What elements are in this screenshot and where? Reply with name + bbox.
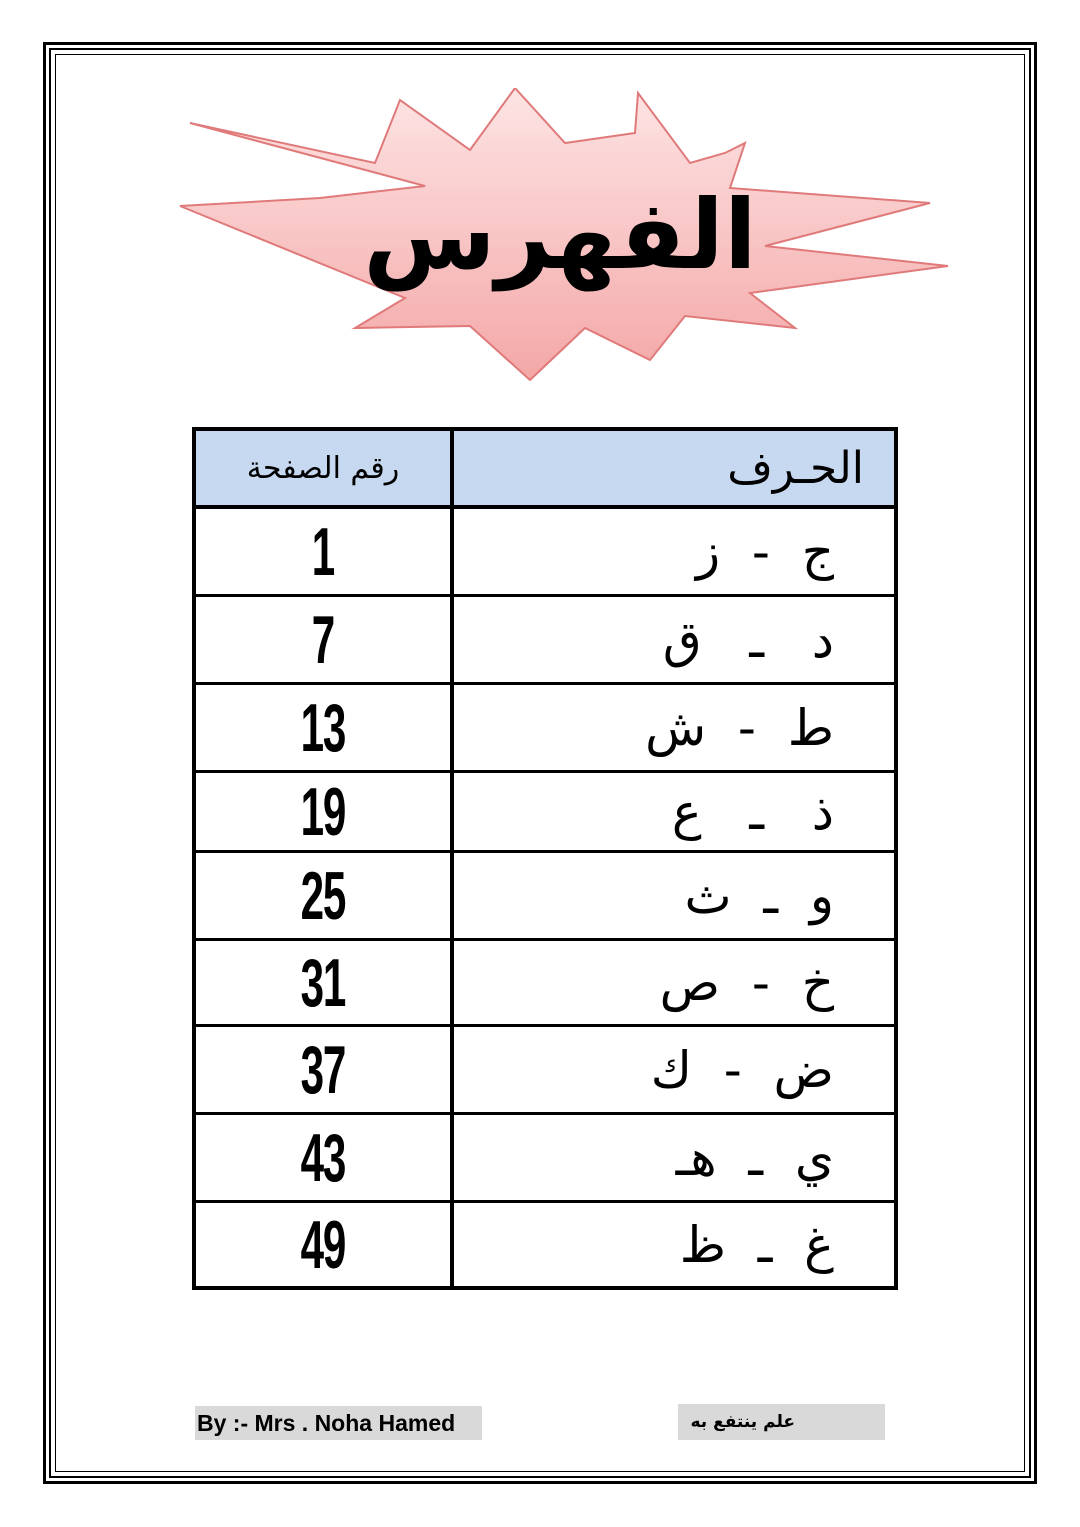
table-row	[196, 1203, 894, 1286]
table-row	[196, 941, 894, 1027]
page-number: 1	[311, 513, 335, 590]
page-number: 43	[300, 1119, 346, 1196]
footer-motto: علم ينتفع به	[678, 1404, 885, 1440]
letter-cell	[454, 509, 894, 594]
letter-pair: ج - ز	[695, 522, 834, 581]
letter-header-label: الحـرف	[727, 442, 864, 494]
table-row	[196, 685, 894, 773]
letter-cell	[454, 597, 894, 682]
page-number: 31	[300, 944, 346, 1021]
table-row	[196, 1027, 894, 1115]
letter-pair: ذ ـ ع	[671, 782, 834, 841]
page-number: 49	[300, 1206, 346, 1283]
letter-pair: و ـ ث	[684, 866, 834, 925]
letter-cell	[454, 1115, 894, 1200]
letter-cell	[454, 685, 894, 770]
index-table	[192, 427, 898, 1290]
letter-cell	[454, 1203, 894, 1286]
letter-cell	[454, 853, 894, 938]
table-row	[196, 853, 894, 941]
author-credit: By :- Mrs . Noha Hamed	[195, 1406, 482, 1440]
letter-pair: غ ـ ظ	[679, 1215, 834, 1274]
letter-pair: خ - ص	[659, 953, 834, 1012]
letter-cell	[454, 941, 894, 1024]
letter-pair: ي ـ هـ	[675, 1128, 834, 1187]
letter-cell	[454, 1027, 894, 1112]
page-number: 25	[300, 857, 346, 934]
page-number-cell	[196, 941, 454, 1024]
page-number-cell	[196, 685, 454, 770]
letter-header	[454, 431, 894, 505]
page-number-header: رقم الصفحة	[196, 431, 454, 505]
page-number-cell	[196, 1115, 454, 1200]
page-number-cell	[196, 597, 454, 682]
page-number-cell	[196, 853, 454, 938]
page-number: 7	[311, 601, 335, 678]
letter-cell	[454, 773, 894, 850]
page-title: الفهرس	[363, 179, 757, 291]
table-header-row	[196, 431, 894, 509]
page-number: 19	[300, 773, 346, 850]
table-row	[196, 597, 894, 685]
letter-pair: د ـ ق	[662, 610, 834, 669]
page-number-cell	[196, 773, 454, 850]
table-row	[196, 1115, 894, 1203]
letter-pair: ض - ك	[650, 1040, 834, 1099]
page-number-cell	[196, 509, 454, 594]
page-number-cell	[196, 1203, 454, 1286]
page-number: 13	[300, 689, 346, 766]
table-row	[196, 509, 894, 597]
page-number: 37	[300, 1031, 346, 1108]
page-number-cell	[196, 1027, 454, 1112]
letter-pair: ط - ش	[645, 698, 834, 757]
table-row	[196, 773, 894, 853]
